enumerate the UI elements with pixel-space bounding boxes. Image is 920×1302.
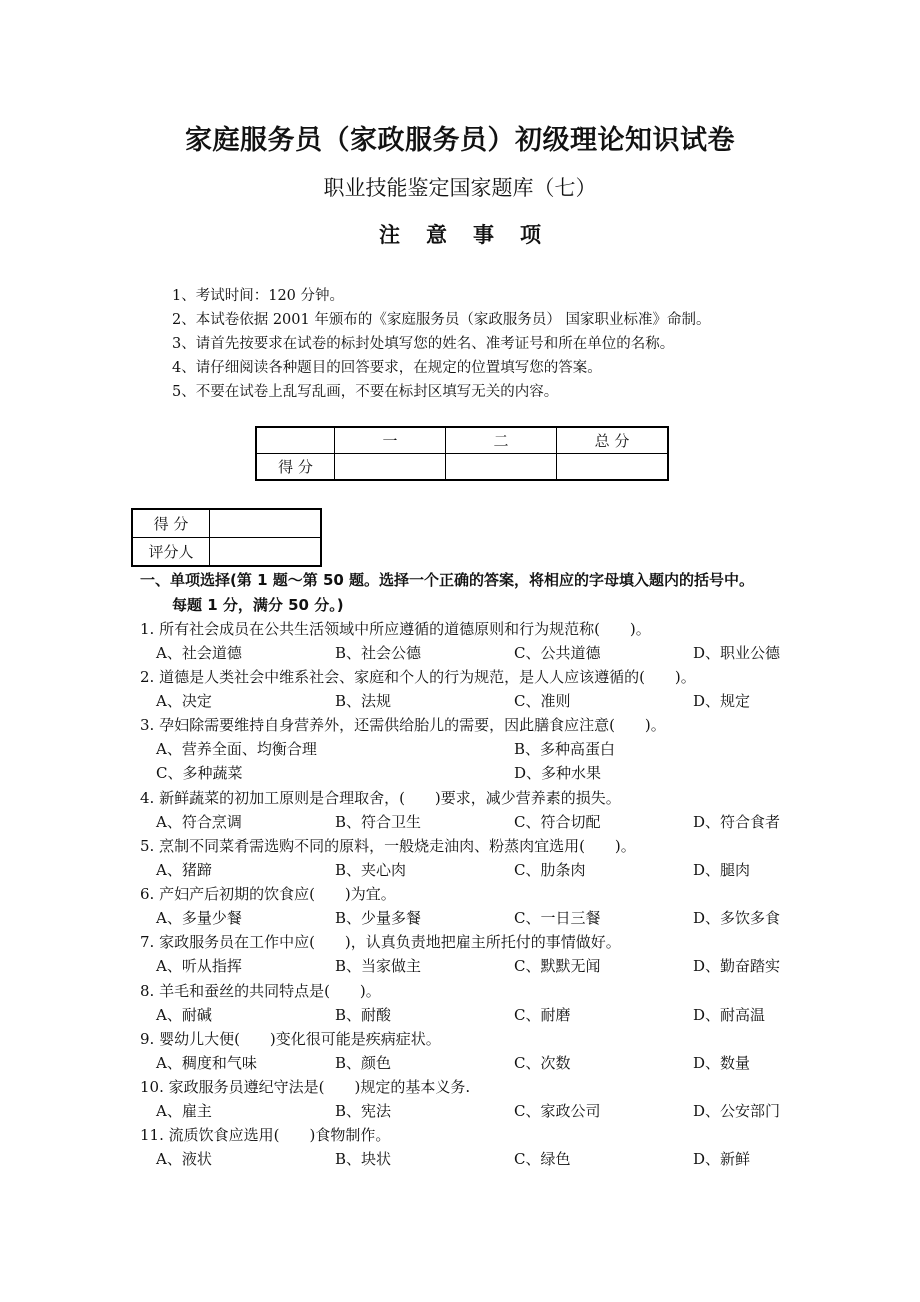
option-a: A、耐碱 xyxy=(156,1006,212,1024)
option-a: A、多量少餐 xyxy=(156,909,242,927)
option-d: D、职业公德 xyxy=(693,644,781,662)
question xyxy=(0,1124,920,1172)
question-text: 11. 流质饮食应选用( )食物制作。 xyxy=(140,1126,391,1144)
option-d: D、耐高温 xyxy=(693,1006,766,1024)
option-b: B、夹心肉 xyxy=(335,861,407,879)
option-d: D、公安部门 xyxy=(693,1102,781,1120)
score-header-1: 一 xyxy=(335,427,446,454)
section-heading-cont: 每题 1 分，满分 50 分。) xyxy=(172,596,344,614)
option-c: C、公共道德 xyxy=(514,644,601,662)
option-a: A、听从指挥 xyxy=(156,957,242,975)
score-cell[interactable] xyxy=(557,454,669,481)
question-text: 8. 羊毛和蚕丝的共同特点是( )。 xyxy=(140,982,381,1000)
question xyxy=(0,787,920,835)
option-c: C、默默无闻 xyxy=(514,957,601,975)
score-header-total: 总 分 xyxy=(557,427,669,454)
question xyxy=(0,1028,920,1076)
question xyxy=(0,1076,920,1124)
grader-name-cell[interactable] xyxy=(210,538,322,567)
question xyxy=(0,835,920,883)
option-b: B、宪法 xyxy=(335,1102,392,1120)
score-table-corner xyxy=(256,427,335,454)
question xyxy=(0,666,920,714)
section-heading: 一、单项选择(第 1 题～第 50 题。选择一个正确的答案，将相应的字母填入题内的括号中。 xyxy=(140,571,755,589)
option-c: C、肋条肉 xyxy=(514,861,586,879)
score-cell[interactable] xyxy=(335,454,446,481)
grader-table xyxy=(131,508,322,567)
question-text: 10. 家政服务员遵纪守法是( )规定的基本义务. xyxy=(140,1078,471,1096)
option-b: B、当家做主 xyxy=(335,957,422,975)
option-d: D、符合食者 xyxy=(693,813,781,831)
exam-title: 家庭服务员（家政服务员）初级理论知识试卷 xyxy=(185,125,735,156)
option-c: C、多种蔬菜 xyxy=(156,764,243,782)
question-text: 1. 所有社会成员在公共生活领域中所应遵循的道德原则和行为规范称( )。 xyxy=(140,620,651,638)
option-a: A、决定 xyxy=(156,692,212,710)
question xyxy=(0,980,920,1028)
question-text: 4. 新鲜蔬菜的初加工原则是合理取舍，( )要求，减少营养素的损失。 xyxy=(140,789,621,807)
rule-item: 4、请仔细阅读各种题目的回答要求，在规定的位置填写您的答案。 xyxy=(172,360,602,376)
score-cell[interactable] xyxy=(446,454,557,481)
option-c: C、准则 xyxy=(514,692,571,710)
option-a: A、稠度和气味 xyxy=(156,1054,257,1072)
option-b: B、多种高蛋白 xyxy=(514,740,616,758)
option-d: D、多饮多食 xyxy=(693,909,781,927)
score-table xyxy=(255,426,669,481)
option-c: C、耐磨 xyxy=(514,1006,571,1024)
question xyxy=(0,931,920,979)
question-text: 6. 产妇产后初期的饮食应( )为宜。 xyxy=(140,885,396,903)
option-a: A、猪蹄 xyxy=(156,861,212,879)
option-c: C、绿色 xyxy=(514,1150,571,1168)
option-b: B、颜色 xyxy=(335,1054,392,1072)
rule-item: 3、请首先按要求在试卷的标封处填写您的姓名、准考证号和所在单位的名称。 xyxy=(172,336,675,352)
question-text: 3. 孕妇除需要维持自身营养外，还需供给胎儿的需要，因此膳食应注意( )。 xyxy=(140,716,666,734)
grader-score-cell[interactable] xyxy=(210,509,322,538)
grader-label: 评分人 xyxy=(132,538,210,567)
question xyxy=(0,714,920,786)
question xyxy=(0,618,920,666)
option-c: C、符合切配 xyxy=(514,813,601,831)
option-a: A、营养全面、均衡合理 xyxy=(156,740,317,758)
option-d: D、规定 xyxy=(693,692,751,710)
option-d: D、多种水果 xyxy=(514,764,602,782)
option-d: D、数量 xyxy=(693,1054,751,1072)
question-text: 2. 道德是人类社会中维系社会、家庭和个人的行为规范，是人人应该遵循的( )。 xyxy=(140,668,696,686)
question xyxy=(0,883,920,931)
question-text: 5. 烹制不同菜肴需选购不同的原料，一般烧走油肉、粉蒸肉宜选用( )。 xyxy=(140,837,636,855)
score-row-label: 得 分 xyxy=(256,454,335,481)
option-a: A、社会道德 xyxy=(156,644,242,662)
option-d: D、新鲜 xyxy=(693,1150,751,1168)
option-c: C、次数 xyxy=(514,1054,571,1072)
notice-heading: 注意事项 xyxy=(379,223,567,247)
option-b: B、符合卫生 xyxy=(335,813,422,831)
question-text: 7. 家政服务员在工作中应( )，认真负责地把雇主所托付的事情做好。 xyxy=(140,933,621,951)
rule-item: 5、不要在试卷上乱写乱画，不要在标封区填写无关的内容。 xyxy=(172,384,559,400)
option-a: A、雇主 xyxy=(156,1102,212,1120)
option-b: B、少量多餐 xyxy=(335,909,422,927)
exam-subtitle: 职业技能鉴定国家题库（七） xyxy=(323,176,597,200)
grader-score-label: 得 分 xyxy=(132,509,210,538)
question-text: 9. 婴幼儿大便( )变化很可能是疾病症状。 xyxy=(140,1030,441,1048)
option-b: B、耐酸 xyxy=(335,1006,392,1024)
option-c: C、一日三餐 xyxy=(514,909,601,927)
option-d: D、勤奋踏实 xyxy=(693,957,781,975)
option-a: A、符合烹调 xyxy=(156,813,242,831)
rule-item: 2、本试卷依据 2001 年颁布的《家庭服务员（家政服务员） 国家职业标准》命制。 xyxy=(172,312,711,328)
option-b: B、法规 xyxy=(335,692,392,710)
option-b: B、社会公德 xyxy=(335,644,422,662)
score-header-2: 二 xyxy=(446,427,557,454)
rule-item: 1、考试时间：120 分钟。 xyxy=(172,288,345,304)
option-d: D、腿肉 xyxy=(693,861,751,879)
option-a: A、液状 xyxy=(156,1150,212,1168)
option-c: C、家政公司 xyxy=(514,1102,601,1120)
option-b: B、块状 xyxy=(335,1150,392,1168)
